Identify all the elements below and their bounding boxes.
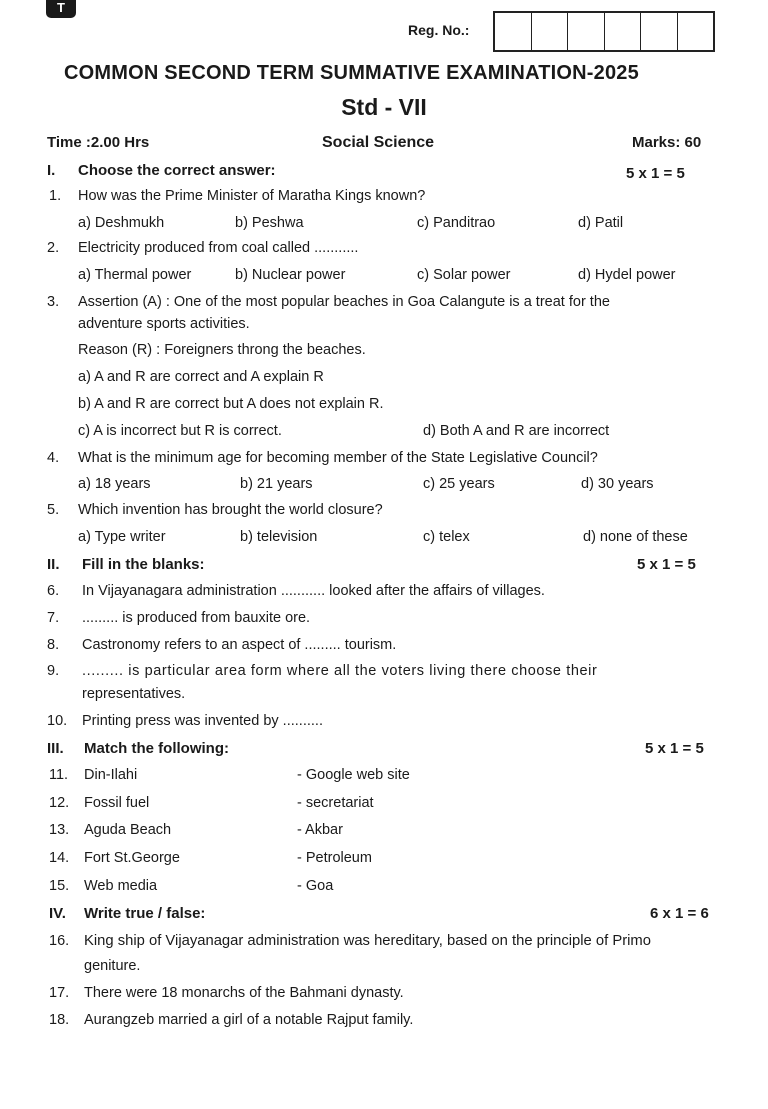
question-text-continued: representatives. — [82, 686, 186, 702]
section-marks: 5 x 1 = 5 — [626, 165, 685, 182]
statement-text: King ship of Vijayanagar administration was hereditary, based on the principle of Primo — [84, 933, 651, 949]
reg-no-boxes[interactable] — [493, 11, 715, 52]
question-number: 7. — [47, 610, 60, 626]
publisher-logo: T — [46, 0, 76, 18]
assertion-text-continued: adventure sports activities. — [78, 316, 250, 332]
question-text: Printing press was invented by .......... — [82, 713, 323, 729]
option-d: d) Both A and R are incorrect — [423, 423, 610, 439]
section-title: Fill in the blanks: — [82, 556, 205, 573]
match-right-item: - Akbar — [297, 822, 343, 838]
match-left-item: Fort St.George — [84, 850, 180, 866]
question-text: How was the Prime Minister of Maratha Kings known? — [78, 188, 426, 204]
option-c: c) Solar power — [417, 267, 511, 283]
section-title: Match the following: — [84, 740, 229, 757]
assertion-text: Assertion (A) : One of the most popular beaches in Goa Calangute is a treat for the — [78, 294, 610, 310]
question-number: 6. — [47, 583, 60, 599]
reg-no-box[interactable] — [605, 13, 642, 50]
match-left-item: Aguda Beach — [84, 822, 172, 838]
match-right-item: - secretariat — [297, 795, 374, 811]
section-marks: 6 x 1 = 6 — [650, 905, 709, 922]
option-c: c) telex — [423, 529, 470, 545]
option-d: d) 30 years — [581, 476, 654, 492]
max-marks: Marks: 60 — [632, 134, 702, 151]
question-text: Castronomy refers to an aspect of ......... tourism. — [82, 637, 397, 653]
reg-no-box[interactable] — [678, 13, 714, 50]
question-text: What is the minimum age for becoming member of the State Legislative Council? — [78, 450, 598, 466]
option-c: c) 25 years — [423, 476, 495, 492]
option-b: b) television — [240, 529, 318, 545]
option-a: a) A and R are correct and A explain R — [78, 369, 324, 385]
reason-text: Reason (R) : Foreigners throng the beaches. — [78, 342, 366, 358]
match-left-item: Fossil fuel — [84, 795, 150, 811]
reg-no-box[interactable] — [568, 13, 605, 50]
option-b: b) 21 years — [240, 476, 313, 492]
option-a: a) Type writer — [78, 529, 166, 545]
match-right-item: - Google web site — [297, 767, 410, 783]
option-a: a) Deshmukh — [78, 215, 165, 231]
match-number: 13. — [49, 822, 70, 838]
subject-name: Social Science — [322, 134, 435, 151]
question-number: 18. — [49, 1012, 70, 1028]
option-d: d) none of these — [583, 529, 688, 545]
match-left-item: Web media — [84, 878, 158, 894]
statement-text: There were 18 monarchs of the Bahmani dynasty. — [84, 985, 404, 1001]
question-number: 5. — [47, 502, 60, 518]
statement-text-continued: geniture. — [84, 958, 141, 974]
section-number: IV. — [49, 905, 66, 922]
question-text: Electricity produced from coal called ........... — [78, 240, 359, 256]
reg-no-box[interactable] — [641, 13, 678, 50]
standard-heading: Std - VII — [341, 94, 427, 120]
reg-no-label: Reg. No.: — [408, 22, 470, 38]
question-number: 8. — [47, 637, 60, 653]
section-title: Write true / false: — [84, 905, 206, 922]
question-number: 16. — [49, 933, 70, 949]
question-text: In Vijayanagara administration ........... looked after the affairs of villages. — [82, 583, 545, 599]
match-number: 12. — [49, 795, 70, 811]
option-b: b) Peshwa — [235, 215, 304, 231]
section-number: II. — [47, 556, 60, 573]
question-number: 3. — [47, 294, 60, 310]
statement-text: Aurangzeb married a girl of a notable Rajput family. — [84, 1012, 414, 1028]
exam-title: COMMON SECOND TERM SUMMATIVE EXAMINATION-2025 — [64, 62, 639, 84]
option-c: c) A is incorrect but R is correct. — [78, 423, 282, 439]
question-number: 10. — [47, 713, 68, 729]
reg-no-box[interactable] — [532, 13, 569, 50]
match-right-item: - Petroleum — [297, 850, 372, 866]
section-number: III. — [47, 740, 64, 757]
section-title: Choose the correct answer: — [78, 162, 276, 179]
question-number: 2. — [47, 240, 60, 256]
option-a: a) Thermal power — [78, 267, 192, 283]
match-number: 14. — [49, 850, 70, 866]
match-number: 11. — [49, 767, 69, 783]
option-b: b) Nuclear power — [235, 267, 346, 283]
section-number: I. — [47, 162, 56, 179]
question-number: 4. — [47, 450, 60, 466]
time-duration: Time :2.00 Hrs — [47, 134, 150, 151]
match-right-item: - Goa — [297, 878, 334, 894]
option-a: a) 18 years — [78, 476, 151, 492]
question-text: ......... is produced from bauxite ore. — [82, 610, 311, 626]
option-d: d) Hydel power — [578, 267, 676, 283]
option-b: b) A and R are correct but A does not explain R. — [78, 396, 384, 412]
match-left-item: Din-Ilahi — [84, 767, 138, 783]
section-marks: 5 x 1 = 5 — [645, 740, 704, 757]
match-number: 15. — [49, 878, 70, 894]
question-number: 17. — [49, 985, 70, 1001]
question-text: ......... is particular area form where all the voters living there choose their — [82, 663, 598, 679]
section-marks: 5 x 1 = 5 — [637, 556, 696, 573]
option-d: d) Patil — [578, 215, 624, 231]
question-text: Which invention has brought the world closure? — [78, 502, 383, 518]
question-number: 9. — [47, 663, 60, 679]
option-c: c) Panditrao — [417, 215, 496, 231]
reg-no-box[interactable] — [495, 13, 532, 50]
question-number: 1. — [49, 188, 62, 204]
